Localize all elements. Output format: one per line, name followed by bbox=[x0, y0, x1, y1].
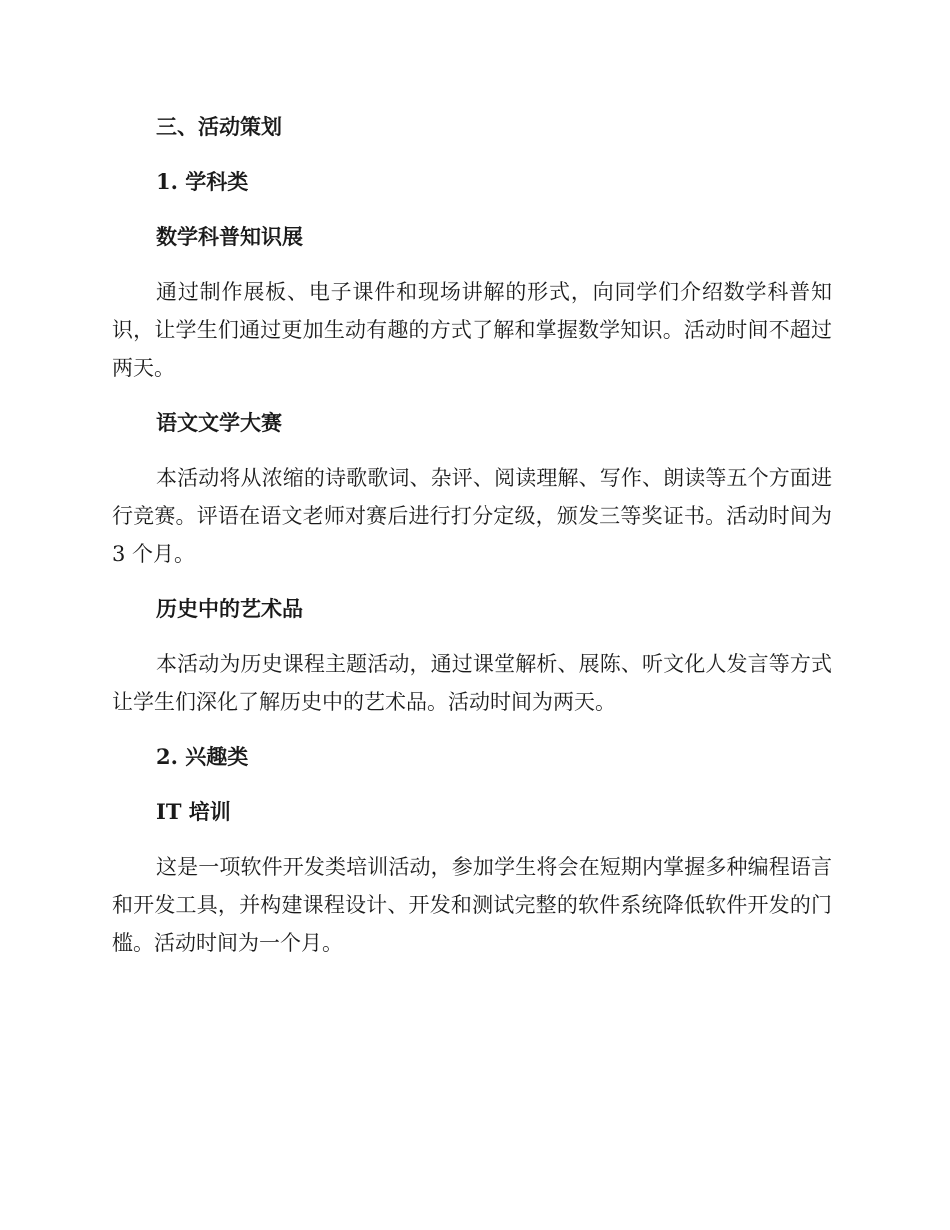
document-content bbox=[112, 108, 832, 979]
activity-title-literature-contest: 语文文学大赛 bbox=[156, 410, 282, 435]
activity-title-history-art: 历史中的艺术品 bbox=[156, 596, 303, 621]
section-title: 三、活动策划 bbox=[156, 114, 282, 139]
activity-title-math-exhibition: 数学科普知识展 bbox=[156, 224, 303, 249]
activity-body-literature-contest: 本活动将从浓缩的诗歌歌词、杂评、阅读理解、写作、朗读等五个方面进行竞赛。评语在语文老师对赛后进行打分定级，颁发三等奖证书。活动时间为 3 个月。 bbox=[112, 466, 832, 566]
activity-body-history-art: 本活动为历史课程主题活动，通过课堂解析、展陈、听文化人发言等方式让学生们深化了解历史中的艺术品。活动时间为两天。 bbox=[112, 652, 832, 714]
category-title-subjects: 1. 学科类 bbox=[156, 169, 249, 194]
category-title-interests: 2. 兴趣类 bbox=[156, 744, 249, 769]
activity-title-it-training: IT 培训 bbox=[156, 799, 231, 824]
activity-body-it-training: 这是一项软件开发类培训活动，参加学生将会在短期内掌握多种编程语言和开发工具，并构建课程设计、开发和测试完整的软件系统降低软件开发的门槛。活动时间为一个月。 bbox=[112, 855, 832, 955]
activity-body-math-exhibition: 通过制作展板、电子课件和现场讲解的形式，向同学们介绍数学科普知识，让学生们通过更加生动有趣的方式了解和掌握数学知识。活动时间不超过两天。 bbox=[112, 280, 832, 380]
